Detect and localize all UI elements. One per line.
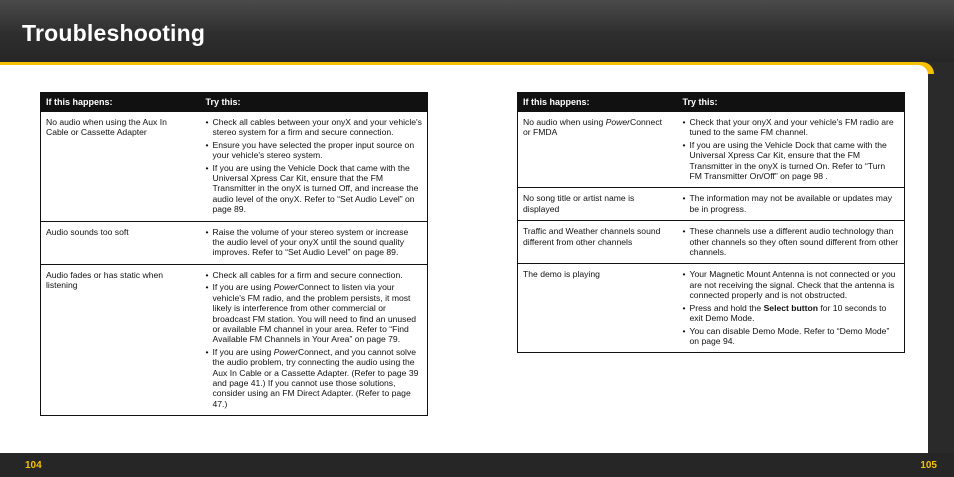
problem-cell: Traffic and Weather channels sound different from other channels (518, 221, 678, 264)
solution-item: • If you are using the Vehicle Dock that came with the Universal Xpress Car Kit, ensure that the FM Transmitter in the onyX is turned Off, and increase the audio level of the onyX. Refer to “Set Audio Level” on page 89. (206, 163, 423, 215)
solution-item: • If you are using the Vehicle Dock that came with the Universal Xpress Car Kit, ensure that the FM Transmitter in the onyX is turned On. Refer to “Turn FM Transmitter On/Off” on page 98 . (683, 140, 900, 182)
solution-item: • The information may not be available or updates may be in progress. (683, 193, 900, 214)
solution-item: • Press and hold the Select button for 10 seconds to exit Demo Mode. (683, 303, 900, 324)
solution-item: • If you are using PowerConnect to listen via your vehicle's FM radio, and the problem persists, it most likely is interference from other commercial or broadcast FM station. You will need to find an unused or available FM channel in your area. Refer to “Find Available FM Channels in Your Area” on page 79. (206, 282, 423, 344)
troubleshooting-table-left (40, 92, 428, 416)
solution-item: • You can disable Demo Mode. Refer to “Demo Mode” on page 94. (683, 326, 900, 347)
solution-cell (678, 264, 905, 353)
column-header-problem: If this happens: (518, 92, 678, 112)
problem-cell: No song title or artist name is displayed (518, 188, 678, 221)
solution-item: • Check all cables for a firm and secure connection. (206, 270, 423, 280)
table-row (518, 264, 905, 353)
solution-item: • These channels use a different audio technology than other channels so they often sound different from other channels. (683, 226, 900, 257)
page-title: Troubleshooting (22, 20, 206, 46)
problem-cell: Audio sounds too soft (41, 221, 201, 264)
problem-cell: No audio when using the Aux In Cable or Cassette Adapter (46, 117, 167, 138)
column-header-solution: Try this: (201, 92, 428, 112)
troubleshooting-table-right (517, 92, 905, 353)
column-header-solution: Try this: (678, 92, 905, 112)
footer-band (0, 453, 954, 477)
table-row (41, 112, 428, 221)
table-header-row (41, 92, 428, 112)
solution-item: • Raise the volume of your stereo system or increase the audio level of your onyX until the sound quality improves. Refer to “Set Audio Level” on page 89. (206, 227, 423, 258)
solution-cell (678, 188, 905, 221)
solution-item: • Check that your onyX and your vehicle's FM radio are tuned to the same FM channel. (683, 117, 900, 138)
solution-cell (201, 221, 428, 264)
solution-cell (201, 112, 428, 221)
solution-cell (201, 264, 428, 415)
page-number-left: 104 (25, 460, 42, 471)
problem-cell: No audio when using PowerConnect or FMDA (523, 117, 663, 138)
table-row (518, 112, 905, 188)
page-number-right: 105 (920, 460, 937, 471)
problem-cell: Audio fades or has static when listening (41, 264, 201, 415)
solution-cell (678, 221, 905, 264)
table-row (518, 188, 905, 221)
table-row (41, 221, 428, 264)
table-row (41, 264, 428, 415)
solution-item: • Your Magnetic Mount Antenna is not connected or you are not receiving the signal. Check that the antenna is connected properly and is not obstructed. (683, 269, 900, 300)
problem-cell: The demo is playing (518, 264, 678, 353)
solution-cell (678, 112, 905, 188)
solution-item: • Check all cables between your onyX and your vehicle's stereo system for a firm and secure connection. (206, 117, 423, 138)
column-header-problem: If this happens: (41, 92, 201, 112)
solution-item: • If you are using PowerConnect, and you cannot solve the audio problem, try connecting the audio using the Aux In Cable or a Cassette Adapter. (Refer to page 39 and page 41.) If you cannot use those solutions, consider using an FM Direct Adapter. (Refer to page 47.) (206, 347, 423, 409)
table-header-row (518, 92, 905, 112)
solution-item: • Ensure you have selected the proper input source on your vehicle's stereo system. (206, 140, 423, 161)
table-row (518, 221, 905, 264)
